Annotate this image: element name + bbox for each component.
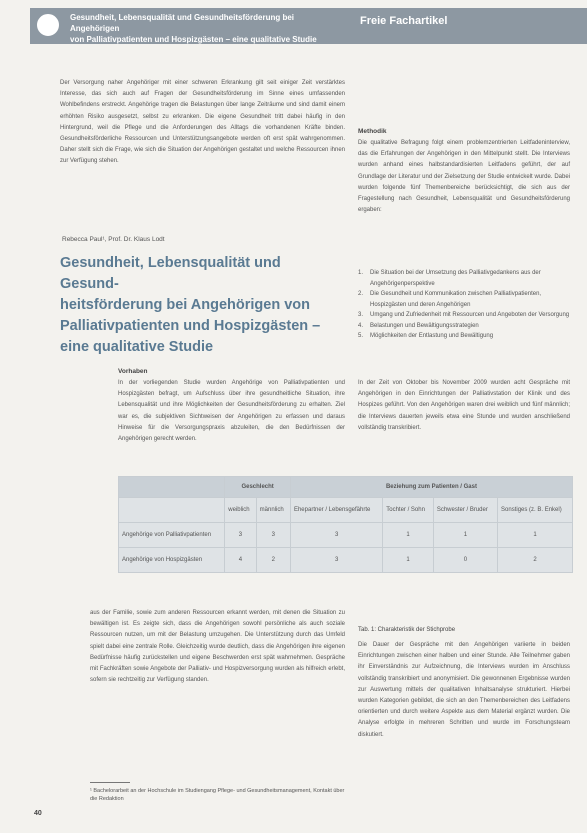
table-header-row (119, 498, 573, 523)
table-group-row (119, 477, 573, 498)
title-line4: eine qualitative Studie (60, 339, 214, 355)
table-cell: 1 (383, 523, 434, 548)
list-item: 4. Belastungen und Bewältigungsstrategien (358, 322, 479, 329)
list-item: 2. Die Gesundheit und Kommunikation zwischen Palliativpatienten, Hospizgästen und deren Angehörigen (358, 291, 542, 308)
intro-paragraph: Der Versorgung naher Angehöriger mit einer schweren Erkrankung gilt seit einiger Zeit verstärktes Interesse, das sich auch auf Fragen der Gesundheitsförderung im Sinne eines umfassenden Wohlbefindens erstreckt. Angehörige tragen die Belastungen über lange Zeiträume und sind damit einem erhöhten Risiko ausgesetzt, selbst zu erkranken. Die eigene Gesundheit tritt dabei häufig in den Hintergrund, weil die Pflege und die Anforderungen des Alltags die vorhandenen Kräfte binden. Gesundheitsförderliche Ressourcen und Unterstützungsangebote werden oft erst spät wahrgenommen. Daher stellt sich die Frage, wie sich die Situation der Angehörigen gestaltet und welche Ressourcen ihnen zur Verfügung stehen. (60, 80, 345, 165)
list-item-text: Die Gesundheit und Kommunikation zwischen Palliativpatienten, Hospizgästen und deren Angehörigen (370, 291, 542, 308)
table-cell: 3 (290, 548, 382, 573)
authors: Rebecca Paul¹, Prof. Dr. Klaus Lodt (62, 236, 165, 243)
journal-sidebar (14, 662, 28, 812)
table-corner (119, 477, 225, 498)
header-title (70, 12, 340, 45)
header-title-line1: Gesundheit, Lebensqualität und Gesundheitsförderung bei Angehörigen (70, 13, 295, 33)
table-corner (119, 498, 225, 523)
article-title (60, 253, 342, 358)
methodik-heading: Methodik (358, 128, 387, 135)
page-number: 40 (34, 810, 42, 817)
footnote-rule (90, 782, 130, 783)
list-item-text: Umgang und Zufriedenheit mit Ressourcen und Angeboten der Versorgung (370, 312, 570, 318)
table-cell: 1 (498, 523, 573, 548)
lower-right-paragraph: Die Dauer der Gespräche mit den Angehörigen variierte in beiden Einrichtungen zwischen einer halben und einer Stunde. Alle Teilnehmer gaben ihr Einverständnis zur Aufzeichnung, die Interviews wurden im Anschluss vollständig transkribiert und anonymisiert. Die gewonnenen Ergebnisse wurden zur Auswertung mittels der qualitativen Inhaltsanalyse strukturiert. Hierbei wurden Kategorien gebildet, die sich an den Themenbereichen des Leitfadens orientierten und durch weitere Aspekte aus dem Material ergänzt wurden. Die Analyse erfolgte in mehreren Schritten und wurde im Forschungsteam diskutiert. (358, 642, 570, 738)
table-column-header: Sonstiges (z. B. Enkel) (498, 498, 573, 523)
lower-left-text (90, 608, 345, 686)
header-title-line2: von Palliativpatienten und Hospizgästen – eine qualitative Studie (70, 35, 317, 44)
table-cell: 1 (383, 548, 434, 573)
vorhaben-paragraph: In der vorliegenden Studie wurden Angehörige von Palliativpatienten und Hospizgästen befragt, um Aufschluss über ihre gesundheitliche Situation, ihre Lebensqualität und ihre Möglichkeiten der Gesundheitsförderung zu erhalten. Ziel war es, die subjektiven Sichtweisen der Angehörigen zu erfassen und daraus Hinweise für die Versorgungspraxis abzuleiten, die den Bedürfnissen der Angehörigen gerecht werden. (118, 380, 345, 443)
methodik-paragraph: Die qualitative Befragung folgt einem problemzentrierten Leitfadeninterview, das die Erfahrungen der Angehörigen in den Mittelpunkt stellt. Die Interviews wurden anhand eines halbstandardisierten Leitfadens geführt, der auf Grundlage der Literatur und der Zielsetzung der Studie entwickelt wurde. Dabei wurden folgende fünf Themenbereiche berücksichtigt, die sich aus der Fragestellung nach Gesundheit, Lebensqualität und Gesundheitsförderung ergaben: (358, 140, 570, 214)
table-cell: 2 (256, 548, 290, 573)
table-row (119, 548, 573, 573)
table-caption: Tab. 1: Charakteristik der Stichprobe (358, 627, 456, 633)
header-circle-icon (35, 12, 61, 38)
methodik-text (358, 138, 570, 216)
methodik-list (358, 268, 570, 342)
table-group-header: Geschlecht (225, 477, 291, 498)
table-row (119, 523, 573, 548)
sample-table (118, 476, 573, 573)
list-item-text: Die Situation bei der Umsetzung des Palliativgedankens aus der Angehörigenperspektive (370, 270, 541, 287)
table-cell: 1 (433, 523, 497, 548)
lower-right-text (358, 640, 570, 741)
title-line3: Palliativpatienten und Hospizgästen – (60, 318, 321, 334)
intro-text (60, 78, 345, 168)
table-column-header: Schwester / Bruder (433, 498, 497, 523)
methodik-paragraph-2: In der Zeit von Oktober bis November 2009 wurden acht Gespräche mit Angehörigen in den Einrichtungen der Palliativstation der Klinik und des Hospizes geführt. Von den Angehörigen waren drei weiblich und fünf männlich; die Interviews dauerten jeweils etwa eine Stunde und wurden anschließend vollständig transkribiert. (358, 380, 570, 431)
table-cell: 3 (290, 523, 382, 548)
section-label: Freie Fachartikel (360, 15, 448, 27)
table-cell: 3 (225, 523, 256, 548)
table-cell: 3 (256, 523, 290, 548)
table-cell: 2 (498, 548, 573, 573)
list-item: 3. Umgang und Zufriedenheit mit Ressourcen und Angeboten der Versorgung (358, 312, 570, 318)
vorhaben-text (118, 378, 345, 445)
list-item-text: Belastungen und Bewältigungsstrategien (370, 322, 479, 329)
title-line2: heitsförderung bei Angehörigen von (60, 297, 310, 313)
table-cell: 0 (433, 548, 497, 573)
methodik-text-2 (358, 378, 570, 434)
table-column-header: weiblich (225, 498, 256, 523)
table-row-label: Angehörige von Hospizgästen (119, 548, 225, 573)
table-cell: 4 (225, 548, 256, 573)
footnote: ¹ Bachelorarbeit an der Hochschule im Studiengang Pflege- und Gesundheitsmanagement, Kontakt über die Redaktion (90, 788, 345, 802)
title-line1: Gesundheit, Lebensqualität und Gesund- (60, 255, 281, 292)
table-row-label: Angehörige von Palliativpatienten (119, 523, 225, 548)
vorhaben-heading: Vorhaben (118, 368, 148, 375)
table-group-header: Beziehung zum Patienten / Gast (290, 477, 572, 498)
table-column-header: männlich (256, 498, 290, 523)
list-item: 1. Die Situation bei der Umsetzung des Palliativgedankens aus der Angehörigenperspektive (358, 270, 541, 287)
list-item: 5. Möglichkeiten der Entlastung und Bewältigung (358, 333, 494, 339)
table-column-header: Tochter / Sohn (383, 498, 434, 523)
lower-left-paragraph: aus der Familie, sowie zum anderen Ressourcen erkannt werden, mit denen die Situation zu bewältigen ist. Es zeigte sich, dass die Angehörigen sowohl persönliche als auch soziale Ressourcen nutzen, um mit der Belastung umzugehen. Die Unterstützung durch das Umfeld spielt dabei eine zentrale Rolle. Gleichzeitig wurde deutlich, dass die Angehörigen ihre eigenen Bedürfnisse häufig zurückstellen und eigene Beschwerden erst spät wahrnehmen. Gespräche mit Fachkräften sowie Angebote der Palliativ- und Hospizversorgung wurden als hilfreich erlebt, sofern sie rechtzeitig zur Verfügung standen. (90, 610, 345, 684)
list-item-text: Möglichkeiten der Entlastung und Bewältigung (370, 333, 494, 339)
table-column-header: Ehepartner / Lebensgefährte (290, 498, 382, 523)
